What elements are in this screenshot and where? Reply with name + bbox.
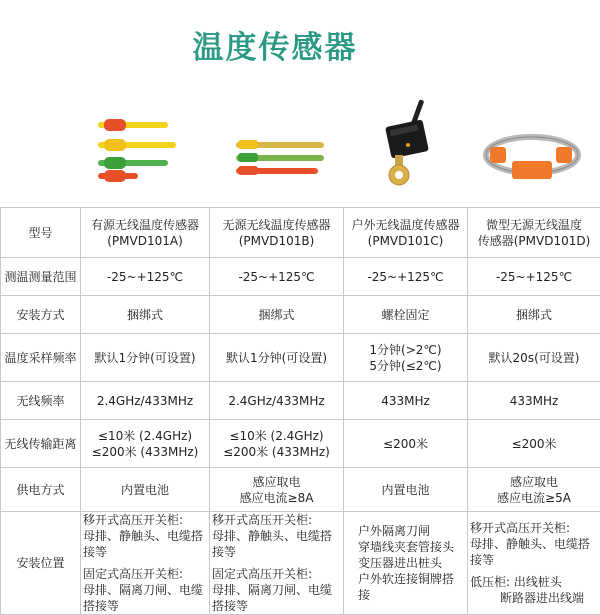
row-label-power: 供电方式 [1, 468, 81, 512]
location-line: 低压柜: 出线桩头 [470, 574, 598, 590]
red-tie-sensor [98, 119, 168, 131]
rate-line: 5分钟(≤2℃) [346, 358, 465, 374]
product-image-a [88, 115, 198, 185]
product-image-c [370, 95, 440, 190]
location-line: 断路器进出线端 [470, 590, 598, 606]
install-cell: 螺栓固定 [344, 296, 468, 334]
power-line: 感应电流≥5A [470, 490, 598, 506]
product-model: (PMVD101B) [212, 233, 341, 249]
spec-table [0, 207, 600, 615]
power-line: 感应电流≥8A [212, 490, 341, 506]
product-model: (PMVD101A) [83, 233, 207, 249]
distance-line: ≤10米 (2.4GHz) [212, 428, 341, 444]
row-power [1, 468, 600, 512]
model-cell-b [210, 208, 344, 258]
product-images [0, 95, 600, 205]
power-line: 感应取电 [212, 474, 341, 490]
distance-line: ≤10米 (2.4GHz) [83, 428, 207, 444]
location-line: 移开式高压开关柜: [83, 512, 207, 528]
freq-cell: 2.4GHz/433MHz [210, 382, 344, 420]
rate-line: 1分钟(>2℃) [346, 342, 465, 358]
product-name: 无源无线温度传感器 [212, 217, 341, 233]
row-freq [1, 382, 600, 420]
row-label-install: 安装方式 [1, 296, 81, 334]
model-cell-a [81, 208, 210, 258]
distance-line: ≤200米 (433MHz) [212, 444, 341, 460]
location-line: 穿墙线夹套管接头 [346, 539, 465, 555]
product-image-b [228, 139, 328, 185]
location-cell [468, 512, 600, 615]
install-cell: 捆绑式 [468, 296, 600, 334]
distance-cell [81, 420, 210, 468]
freq-cell: 433MHz [344, 382, 468, 420]
location-line: 母排、隔离刀闸、电缆搭接等 [212, 582, 341, 614]
rate-cell [344, 334, 468, 382]
product-image-d [482, 125, 582, 185]
location-line: 母排、静触头、电缆搭接等 [212, 528, 341, 560]
product-name: 有源无线温度传感器 [83, 217, 207, 233]
distance-cell: ≤200米 [344, 420, 468, 468]
row-range [1, 258, 600, 296]
product-name: 户外无线温度传感器 [346, 217, 465, 233]
location-cell [344, 512, 468, 615]
freq-cell: 2.4GHz/433MHz [81, 382, 210, 420]
row-model [1, 208, 600, 258]
row-install [1, 296, 600, 334]
distance-cell: ≤200米 [468, 420, 600, 468]
power-cell [468, 468, 600, 512]
page-title: 温度传感器 [0, 22, 550, 67]
product-name: 微型无源无线温度 [470, 217, 598, 233]
bottom-red-tie-sensor [98, 170, 138, 182]
rate-cell: 默认1分钟(可设置) [81, 334, 210, 382]
location-cell [210, 512, 344, 615]
location-line: 固定式高压开关柜: [212, 566, 341, 582]
location-line: 母排、隔离刀闸、电缆搭接等 [83, 582, 207, 614]
location-line: 变压器进出桩头 [346, 555, 465, 571]
row-label-range: 测温测量范围 [1, 258, 81, 296]
power-cell: 内置电池 [344, 468, 468, 512]
location-line: 移开式高压开关柜: [470, 520, 598, 536]
rate-cell: 默认1分钟(可设置) [210, 334, 344, 382]
row-label-freq: 无线频率 [1, 382, 81, 420]
product-model: (PMVD101C) [346, 233, 465, 249]
row-rate [1, 334, 600, 382]
install-cell: 捆绑式 [81, 296, 210, 334]
row-label-location: 安装位置 [1, 512, 81, 615]
power-line: 感应取电 [470, 474, 598, 490]
row-label-rate: 温度采样频率 [1, 334, 81, 382]
power-cell [210, 468, 344, 512]
green-tie-sensor [98, 157, 168, 169]
row-location [1, 512, 600, 615]
model-cell-c [344, 208, 468, 258]
install-cell: 捆绑式 [210, 296, 344, 334]
yellow-tie-sensor [98, 139, 176, 151]
location-line: 母排、静触头、电缆搭接等 [470, 536, 598, 568]
range-cell: -25~+125℃ [344, 258, 468, 296]
location-line: 移开式高压开关柜: [212, 512, 341, 528]
row-label-model: 型号 [1, 208, 81, 258]
location-line: 母排、静触头、电缆搭接等 [83, 528, 207, 560]
location-line: 户外隔离刀闸 [346, 523, 465, 539]
location-cell [81, 512, 210, 615]
row-distance [1, 420, 600, 468]
model-cell-d [468, 208, 600, 258]
product-name-2: 传感器(PMVD101D) [470, 233, 598, 249]
distance-line: ≤200米 (433MHz) [83, 444, 207, 460]
distance-cell [210, 420, 344, 468]
power-cell: 内置电池 [81, 468, 210, 512]
row-label-distance: 无线传输距离 [1, 420, 81, 468]
location-line: 固定式高压开关柜: [83, 566, 207, 582]
range-cell: -25~+125℃ [468, 258, 600, 296]
range-cell: -25~+125℃ [210, 258, 344, 296]
freq-cell: 433MHz [468, 382, 600, 420]
location-line: 户外软连接铜牌搭接 [346, 571, 465, 603]
rate-cell: 默认20s(可设置) [468, 334, 600, 382]
range-cell: -25~+125℃ [81, 258, 210, 296]
